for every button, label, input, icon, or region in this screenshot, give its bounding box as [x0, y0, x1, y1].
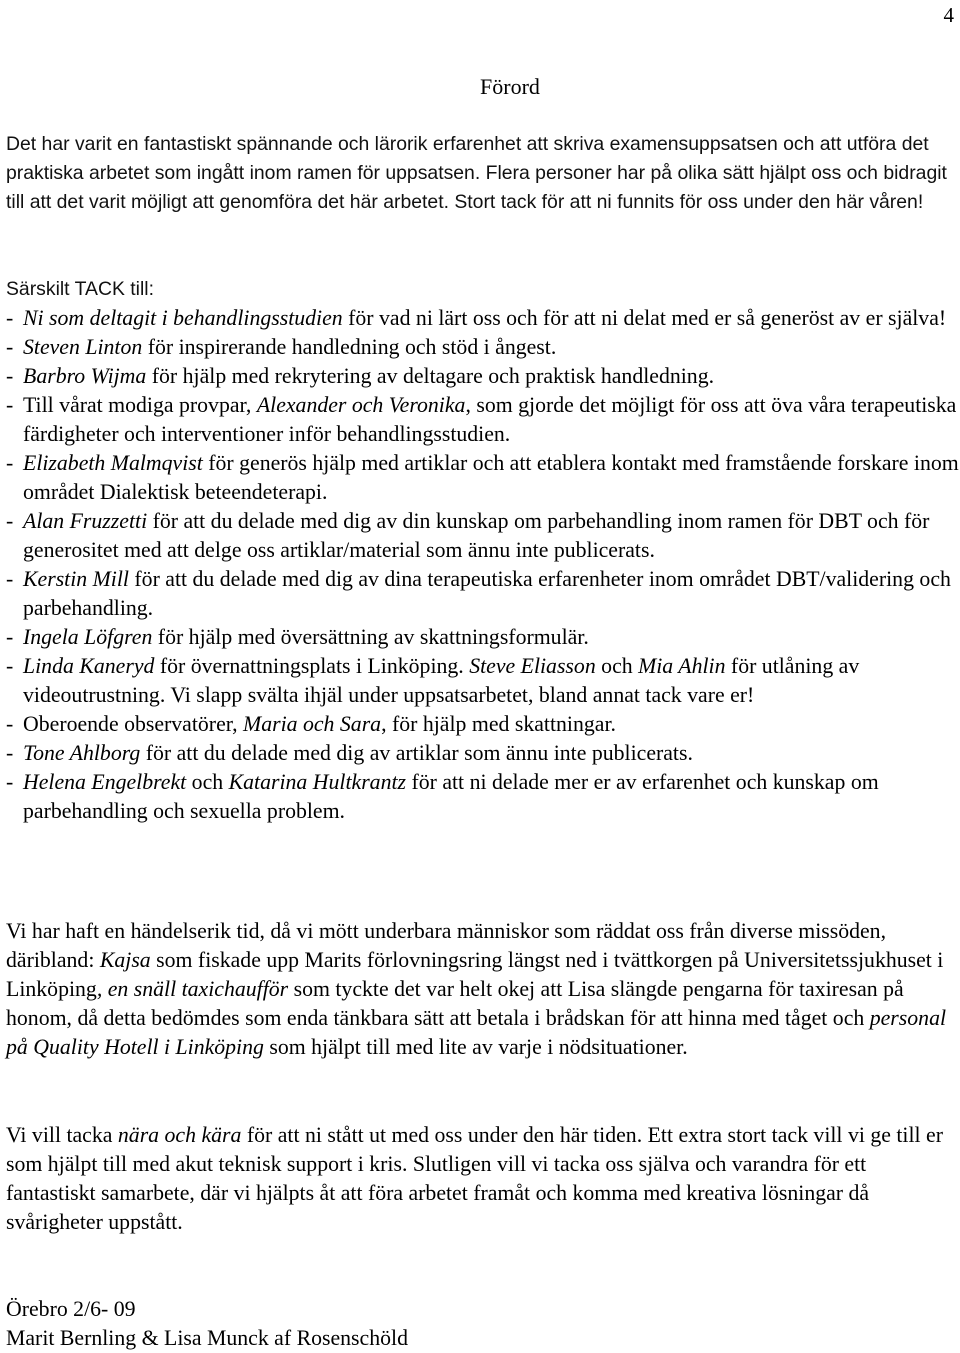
- thanks-item: [6, 449, 960, 507]
- paragraph-emphasis: , en snäll taxichaufför: [96, 977, 289, 1001]
- thanks-name: Katarina Hultkrantz: [228, 770, 407, 794]
- thanks-name: Ni som deltagit i behandlingsstudien: [23, 306, 343, 330]
- thanks-item: [6, 507, 960, 565]
- thanks-text: för hjälp med rekrytering av deltagare och praktisk handledning.: [146, 364, 715, 388]
- body-paragraph: [6, 917, 950, 1062]
- thanks-name: Steve Eliasson: [469, 654, 596, 678]
- thanks-item: [6, 710, 960, 739]
- thanks-text: och: [186, 770, 229, 794]
- thanks-text: för övernattningsplats i Linköping.: [154, 654, 470, 678]
- list-dash: -: [6, 625, 14, 649]
- thanks-item: [6, 304, 960, 333]
- thanks-text: för att du delade med dig av dina terapeutiska erfarenheter inom området DBT/validering och parbehandling.: [23, 567, 951, 620]
- paragraph-text: som fiskade upp Marits förlovningsring längst ned i tvättkorgen på Universitetssjukhuset i Linköping: [6, 948, 944, 1001]
- thanks-item: [6, 768, 960, 826]
- body-paragraph: [6, 1121, 956, 1237]
- thanks-text: för inspirerande handledning och stöd i ångest.: [142, 335, 557, 359]
- thanks-name: Alexander och Veronika: [256, 393, 466, 417]
- thanks-text: för att du delade med dig av artiklar som ännu inte publicerats.: [140, 741, 693, 765]
- list-dash: -: [6, 335, 14, 359]
- thanks-text: Till vårat modiga provpar,: [23, 393, 257, 417]
- list-dash: -: [6, 364, 14, 388]
- thanks-item: [6, 623, 960, 652]
- thanks-name: Alan Fruzzetti: [23, 509, 148, 533]
- list-dash: -: [6, 712, 14, 736]
- thanks-heading: Särskilt TACK till:: [6, 278, 154, 300]
- thanks-name: Mia Ahlin: [638, 654, 726, 678]
- thanks-list: [6, 304, 960, 826]
- thanks-text: för hjälp med översättning av skattningsformulär.: [152, 625, 589, 649]
- thanks-name: Tone Ahlborg: [23, 741, 141, 765]
- thanks-name: Kerstin Mill: [23, 567, 129, 591]
- paragraph-text: Vi vill tacka: [6, 1123, 118, 1147]
- list-dash: -: [6, 306, 14, 330]
- thanks-name: Helena Engelbrekt: [23, 770, 187, 794]
- thanks-name: Barbro Wijma: [23, 364, 147, 388]
- thanks-text: Oberoende observatörer,: [23, 712, 244, 736]
- thanks-name: Linda Kaneryd: [23, 654, 155, 678]
- thanks-text: för att du delade med dig av din kunskap om parbehandling inom ramen för DBT och för generositet med att delge oss artiklar/material som ännu inte publicerats.: [23, 509, 930, 562]
- paragraph-emphasis: nära och kära: [117, 1123, 242, 1147]
- paragraph-text: för att ni stått ut med oss under den här tiden. Ett extra stort tack vill vi ge till er som hjälpt till med akut teknisk support i kris. Slutligen vill vi tacka oss själva och varandra för ett fantastiskt samarbete, där vi hjälpts åt att föra arbetet framåt och komma med kreativa lösningar då svårigheter uppstått.: [6, 1123, 943, 1234]
- thanks-name: Elizabeth Malmqvist: [23, 451, 203, 475]
- paragraph-text: som tyckte det var helt okej att Lisa slängde pengarna för taxiresan på honom, då detta bedömdes som enda tänkbara sätt att betala i brådskan för att hinna med tåget och: [6, 977, 904, 1030]
- page-number: 4: [943, 3, 954, 27]
- thanks-item: [6, 652, 960, 710]
- thanks-name: Maria och Sara: [243, 712, 382, 736]
- thanks-text: och: [595, 654, 639, 678]
- thanks-text: för vad ni lärt oss och för att ni delat med er så generöst av er själva!: [342, 306, 947, 330]
- signature-block: [6, 1295, 408, 1353]
- signature-authors: Marit Bernling & Lisa Munck af Rosenschöld: [6, 1326, 408, 1350]
- paragraph-text: som hjälpt till med lite av varje i nödsituationer.: [263, 1035, 688, 1059]
- paragraph-emphasis: personal på Quality Hotell i Linköping: [6, 1006, 947, 1059]
- thanks-item: [6, 565, 960, 623]
- thanks-item: [6, 333, 960, 362]
- thanks-text: för generös hjälp med artiklar och att etablera kontakt med framstående forskare inom området Dialektisk beteendeterapi.: [23, 451, 959, 504]
- list-dash: -: [6, 567, 14, 591]
- intro-paragraph: Det har varit en fantastiskt spännande och lärorik erfarenhet att skriva examensuppsatsen och att utföra det praktiska arbetet som ingått inom ramen för uppsatsen. Flera personer har på olika sätt hjälpt oss och bidragit till att det varit möjligt att genomföra det här arbetet. Stort tack för att ni funnits för oss under den här våren!: [6, 133, 947, 213]
- thanks-text: för utlåning av videoutrustning. Vi slapp svälta ihjäl under uppsatsarbetet, bland annat tack vare er!: [23, 654, 860, 707]
- list-dash: -: [6, 770, 14, 794]
- thanks-item: [6, 739, 960, 768]
- list-dash: -: [6, 741, 14, 765]
- page-title: Förord: [480, 74, 540, 99]
- thanks-text: , för hjälp med skattningar.: [381, 712, 616, 736]
- list-dash: -: [6, 509, 14, 533]
- list-dash: -: [6, 654, 14, 678]
- thanks-item: [6, 391, 960, 449]
- thanks-name: Steven Linton: [23, 335, 143, 359]
- signature-place-date: Örebro 2/6- 09: [6, 1297, 136, 1321]
- paragraph-emphasis: Kajsa: [99, 948, 151, 972]
- list-dash: -: [6, 451, 14, 475]
- thanks-item: [6, 362, 960, 391]
- thanks-text: för att ni delade mer er av erfarenhet och kunskap om parbehandling och sexuella problem.: [23, 770, 879, 823]
- list-dash: -: [6, 393, 14, 417]
- thanks-text: , som gjorde det möjligt för oss att öva våra terapeutiska färdigheter och interventioner inför behandlingsstudien.: [23, 393, 957, 446]
- thanks-name: Ingela Löfgren: [23, 625, 153, 649]
- paragraph-text: Vi har haft en händelserik tid, då vi mött underbara människor som räddat oss från diverse missöden, däribland:: [6, 919, 887, 972]
